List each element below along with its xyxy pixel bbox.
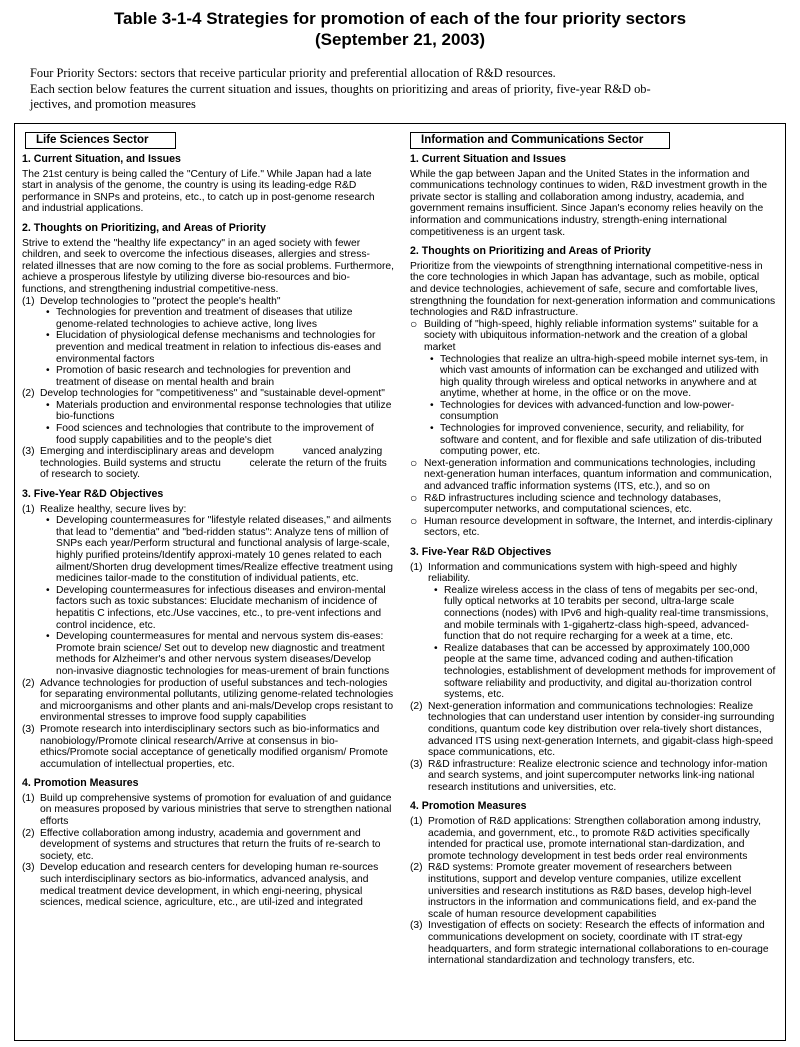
info-comms-column [410, 130, 778, 967]
list-item [410, 455, 778, 493]
bullet-text: Technologies for devices with advanced-function and low-power-consumption [440, 399, 735, 423]
list-item [22, 793, 394, 828]
item-text: Effective collaboration among industry, academia and government and development of systems and structures that return the fruits of re-search to society, etc. [40, 827, 381, 862]
life-sciences-header: Life Sciences Sector [25, 132, 176, 149]
list-item [410, 920, 778, 966]
item-text: Next-generation information and communications technologies, including next-generation human interfaces, quantum information and communication, and advanced traffic information systems (ITS, etc.), and so on [424, 457, 773, 493]
bullet-icon: • [46, 515, 50, 527]
list-item [22, 724, 394, 770]
item-number: (1) [22, 295, 35, 307]
section-heading: 4. Promotion Measures [22, 777, 139, 790]
bullet-icon: • [430, 353, 434, 365]
title-line-1: Table 3-1-4 Strategies for promotion of each of the four priority sectors [113, 9, 687, 28]
list-item [410, 562, 778, 585]
bullet-text: Technologies for improved convenience, security, and reliability, for software and content, and for flexible and safe utilization of dis-tributed computing power, etc. [440, 423, 762, 458]
life-sciences-column [22, 130, 394, 909]
list-item [410, 816, 778, 862]
bullet-item [410, 354, 778, 400]
item-text: Promotion of R&D applications: Strengthen collaboration among industry, academia, and government, etc., to promote R&D activities specifically intended for practical use, promote international stan-dardization, and promote technology development in test beds order real environments [428, 816, 761, 862]
section-text: While the gap between Japan and the United States in the information and communications technology continues to widen, R&D investment growth in the private sector is stalling and collaboration among industry, academia, and government remains insufficient. Since Japan's economy relies heavily on the information and communications industry, strength-ening international competitiveness is an urgent task. [410, 168, 768, 238]
item-number: (3) [410, 920, 423, 932]
bullet-icon: • [434, 584, 438, 596]
item-number: (3) [22, 862, 35, 874]
bullet-item [22, 585, 394, 631]
bullet-text: Realize databases that can be accessed by approximately 100,000 people at the same time, advanced coding and authen-tification technologies, establishment of development methods for improvement of software reliability and productivity, and digital au-thorization control systems, etc. [444, 642, 776, 701]
bullet-item [22, 400, 394, 423]
item-text: R&D infrastructure: Realize electronic science and technology infor-mation and search systems, and joint supercomputer networks link-ing national research institutions and universities, etc. [428, 758, 768, 793]
bullet-icon: • [46, 423, 50, 435]
list-item [410, 759, 778, 794]
bullet-text: Promotion of basic research and technologies for prevention and treatment of disease on mental health and brain [56, 365, 351, 388]
circle-bullet-icon: ○ [410, 513, 418, 528]
item-text: Next-generation information and communications technologies: Realize technologies that can understand user intention by consider-ing surrounding conditions, quantum code key distribution over rela-tively short distances, advanced ITS using next-generation Internets, and gigabit-class high-speed space communications, etc. [428, 700, 775, 759]
bullet-icon: • [430, 399, 434, 411]
bullet-text: Developing countermeasures for infectious diseases and environ-mental factors such as toxic substances: Elucidate mechanism of incidence of hepatitis C infections, etc./Use vaccines, etc., to pre-vent infections and control incidence, etc. [56, 584, 386, 631]
bullet-icon: • [434, 642, 438, 654]
section-text: The 21st century is being called the "Century of Life." While Japan had a late start in analysis of the genome, the country is using its leading-edge R&D performance in SNPs and proteins, etc., to catch up in post-genome research and industrial applications. [22, 168, 375, 215]
bullet-text: Technologies for prevention and treatment of diseases that utilize genome-related technologies to achieve active, long lives [56, 307, 353, 330]
section-heading: 2. Thoughts on Prioritizing and Areas of Priority [410, 245, 651, 258]
bullet-item [410, 585, 778, 643]
list-item [22, 828, 394, 863]
item-text: Building of "high-speed, highly reliable information systems" suitable for a society with ubiquitous information-network and the creation of a global market [424, 318, 759, 353]
bullet-item [410, 643, 778, 701]
item-text: Develop technologies to "protect the people's health" [40, 295, 281, 307]
section-heading: 1. Current Situation and Issues [410, 153, 566, 165]
intro [30, 66, 780, 113]
item-number: (2) [22, 827, 35, 839]
item-number: (2) [410, 862, 423, 874]
bullet-text: Developing countermeasures for mental and nervous system dis-eases: Promote brain science/ Set out to develop new diagnostic and treatment methods for Alzheimer's and other nervous system diseases/Develop non-invasive diagnostic technologies for meas-urement of brain functions [56, 631, 390, 677]
item-text: Promote research into interdisciplinary sectors such as bio-informatics and nanobiology/Promote clinical research/Arrive at consensus in bio-ethics/Promote social acceptance of genetically modified organism/ Promote accumulation of intellectual properties, etc. [40, 723, 388, 770]
table-title [0, 8, 800, 50]
item-number: (3) [410, 758, 423, 770]
list-item [410, 513, 778, 539]
list-item [22, 446, 394, 481]
bullet-icon: • [430, 423, 434, 435]
section-text: Strive to extend the "healthy life expectancy" in an aged society with fewer children, and seek to overcome the infectious diseases, allergies and stress-related illnesses that are now coming to the fore as social problems. Furthermore, achieve a prosperous lifestyle by utilizing diverse bio-resources and bio-functions, and strengthening industrial competitive-ness. [22, 237, 395, 295]
info-comms-header: Information and Communications Sector [410, 132, 670, 149]
item-number: (1) [410, 816, 423, 828]
list-item [410, 862, 778, 920]
item-number: (1) [22, 503, 35, 515]
list-item [22, 678, 394, 724]
bullet-text: Food sciences and technologies that contribute to the improvement of food supply capabilities and to the people's diet [56, 423, 374, 446]
bullet-item [22, 307, 394, 330]
bullet-text: Elucidation of physiological defense mechanisms and technologies for prevention and medical treatment in relation to infectious dis-eases and environmental factors [56, 330, 382, 365]
item-text: Build up comprehensive systems of promotion for evaluation of and guidance on measures proposed by various ministries that serve to strengthen national efforts [40, 792, 392, 828]
item-number: (2) [22, 677, 35, 689]
bullet-item [22, 515, 394, 585]
item-text: Advance technologies for production of useful substances and tech-nologies for separating environmental pollutants, utilizing genome-related technologies and microorganisms and other plants and ani-mals/Develop crops resistant to environmental stresses to improve food supply capabilities [40, 677, 394, 724]
circle-bullet-icon: ○ [410, 316, 418, 331]
bullet-item [410, 400, 778, 423]
item-text: Information and communications system with high-speed and highly reliability. [428, 561, 738, 585]
section-heading: 4. Promotion Measures [410, 800, 527, 813]
item-number: (3) [22, 723, 35, 735]
item-text: Develop technologies for "competitiveness" and "sustainable devel-opment" [40, 388, 385, 400]
item-text: Human resource development in software, the Internet, and interdis-ciplinary sectors, etc. [424, 515, 773, 539]
item-text: Develop education and research centers for developing human re-sources such interdisciplinary sectors as bio-informatics, advanced analysis, and medical treatment device development, in which engi-neering, physical sciences, medical science, agriculture, etc., are util-ized and integrated [40, 862, 379, 909]
item-number: (2) [410, 700, 423, 712]
intro-line-1: Four Priority Sectors: sectors that receive particular priority and preferential allocation of R&D resources. [30, 66, 556, 80]
bullet-item [22, 631, 394, 677]
bullet-text: Technologies that realize an ultra-high-speed mobile internet sys-tem, in which vast amounts of information can be exchanged and utilized with high quality through wireless and optical networks in anywhere and at anytime, whether at home, in the office or on the move. [440, 353, 768, 400]
list-item [22, 388, 394, 400]
bullet-text: Developing countermeasures for "lifestyle related diseases," and ailments that lead to "dementia" and "bed-ridden status": Analyze tens of million of SNPs each year/Perform structural and functional analysis of large-scale, highly purified proteins/Identify approxi-mately 10 genes related to each ailment/Shorten drug development times/Realize effective treatment using medicines tailor-made to the constitution of individual patients, etc. [56, 515, 393, 585]
section-heading: 3. Five-Year R&D Objectives [410, 546, 552, 558]
item-text: R&D systems: Promote greater movement of researchers between institutions, support and develop venture companies, utilize excellent universities and research institutions as R&D bases, develop high-level instructors in the information and communications field, and ex-pand the scale of human resource development capabilities [428, 862, 757, 920]
list-item [22, 296, 394, 308]
item-number: (1) [410, 561, 423, 573]
bullet-icon: • [46, 365, 50, 377]
section-heading: 3. Five-Year R&D Objectives [22, 488, 164, 501]
item-text: Investigation of effects on society: Research the effects of information and communications development on society, coordinate with IT strat-egy headquarters, and form strategic international collaborations to en-courage international standardization and technology transfers, etc. [428, 920, 769, 967]
bullet-item [22, 330, 394, 365]
list-item [22, 862, 394, 908]
bullet-icon: • [46, 631, 50, 643]
bullet-text: Realize wireless access in the class of tens of megabits per sec-ond, fully optical networks at 10 terabits per second, ultra-large scale connections (nodes) with IPv6 and high-quality real-time transmissions, and mobile terminals with 1-gigahertz-class high-speed, advanced-function that do not require recharging for a week at a time, etc. [444, 584, 769, 643]
item-text: R&D infrastructures including science and technology databases, supercomputer networks, and computational sciences, etc. [424, 492, 722, 516]
section-text: Prioritize from the viewpoints of strengthning international competitive-ness in the core technologies in which Japan has advantage, such as mobile, optical and device technologies, achievement of safe, secure and comfortable lives, strengthning the foundation for next-generation information and communications technologies and R&D infrastructure. [410, 260, 776, 319]
list-item [410, 701, 778, 759]
circle-bullet-icon: ○ [410, 490, 418, 505]
bullet-icon: • [46, 399, 50, 411]
item-number: (3) [22, 446, 35, 458]
list-item [410, 316, 778, 354]
bullet-text: Materials production and environmental response technologies that utilize bio-functions [56, 399, 392, 423]
bullet-item [410, 423, 778, 458]
bullet-item [22, 423, 394, 446]
section-heading: 2. Thoughts on Prioritizing, and Areas of Priority [22, 221, 266, 234]
title-date: (September 21, 2003) [314, 30, 486, 49]
item-text: Emerging and interdisciplinary areas and developm vanced analyzing technologies. Build systems and structu celerate the return of the fruits of research to society. [40, 446, 390, 481]
bullet-icon: • [46, 330, 50, 342]
item-text: Realize healthy, secure lives by: [40, 503, 187, 515]
section-heading: 1. Current Situation, and Issues [22, 153, 181, 165]
bullet-icon: • [46, 584, 50, 596]
circle-bullet-icon: ○ [410, 455, 418, 470]
item-number: (2) [22, 388, 35, 400]
intro-line-2: Each section below features the current situation and issues, thoughts on prioritizing and areas of priority, five-year R&D ob- [30, 81, 651, 96]
bullet-icon: • [46, 307, 50, 319]
intro-line-3: jectives, and promotion measures [30, 97, 196, 111]
bullet-item [22, 365, 394, 388]
list-item [22, 504, 394, 516]
list-item [410, 490, 778, 516]
item-number: (1) [22, 792, 35, 804]
